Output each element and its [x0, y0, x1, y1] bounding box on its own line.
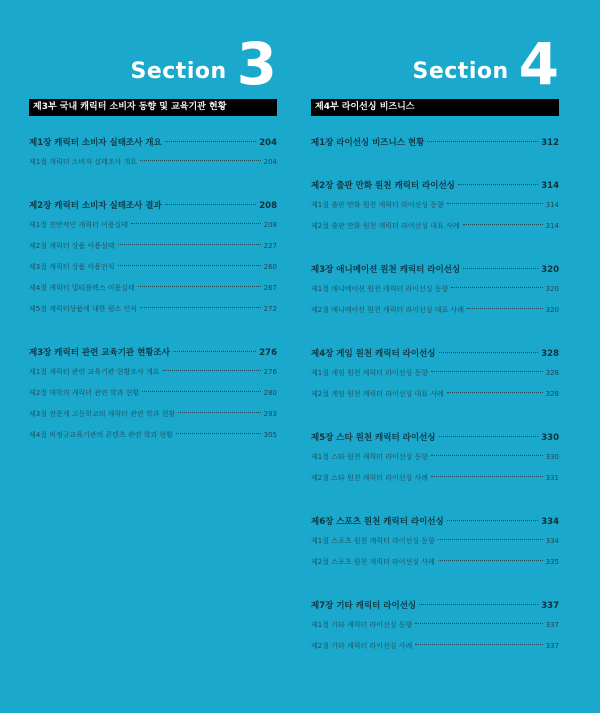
section-entry[interactable] — [311, 221, 559, 236]
section-title: 제3절 전문계 고등학교의 캐릭터 관련 학과 현황 — [29, 410, 176, 418]
dot-leader — [463, 268, 538, 269]
dot-leader — [447, 203, 543, 204]
chapter — [311, 179, 559, 236]
page-number: 267 — [263, 284, 277, 292]
section-entry[interactable] — [29, 241, 277, 256]
chapter-entry[interactable] — [29, 199, 277, 215]
dot-leader — [458, 184, 538, 185]
chapter — [29, 199, 277, 319]
page-number: 204 — [259, 138, 277, 148]
part-title-bar: 제3부 국내 캐릭터 소비자 동향 및 교육기관 현황 — [29, 99, 277, 116]
dot-leader — [438, 539, 543, 540]
dot-leader — [178, 412, 260, 413]
section-title: 제2절 기타 캐릭터 라이선싱 사례 — [311, 642, 413, 650]
dot-leader — [163, 370, 261, 371]
section-entry[interactable] — [311, 620, 559, 635]
dot-leader — [463, 224, 543, 225]
chapter — [29, 136, 277, 172]
section-entry[interactable] — [29, 367, 277, 382]
section-number: 3 — [236, 30, 277, 98]
chapter-entry[interactable] — [311, 179, 559, 195]
section-title: 제4절 캐릭터 멀티플렉스 이용실태 — [29, 284, 135, 292]
dot-leader — [447, 392, 543, 393]
section-entry[interactable] — [29, 304, 277, 319]
section-entry[interactable] — [311, 641, 559, 656]
chapter-entry[interactable] — [311, 263, 559, 279]
section-entry[interactable] — [311, 305, 559, 320]
chapter-title: 제5장 스타 원천 캐릭터 라이선싱 — [311, 433, 436, 443]
dot-leader — [431, 371, 543, 372]
page-number: 204 — [263, 158, 277, 166]
chapter — [311, 515, 559, 572]
chapter-title: 제1장 라이선싱 비즈니스 현황 — [311, 138, 425, 148]
dot-leader — [140, 160, 261, 161]
page-number: 276 — [259, 348, 277, 358]
page-number: 328 — [541, 349, 559, 359]
dot-leader — [415, 644, 542, 645]
page-number: 330 — [541, 433, 559, 443]
dot-leader — [439, 352, 539, 353]
chapter-entry[interactable] — [29, 136, 277, 152]
page-number: 293 — [263, 410, 277, 418]
section-entry[interactable] — [311, 200, 559, 215]
dot-leader — [118, 265, 261, 266]
chapter-title: 제6장 스포츠 원천 캐릭터 라이선싱 — [311, 517, 444, 527]
page-number: 335 — [545, 558, 559, 566]
section-title: 제3절 캐릭터 상품 이용인식 — [29, 263, 115, 271]
section-number: 4 — [518, 30, 559, 98]
dot-leader — [467, 308, 543, 309]
section-title: 제2절 게임 원천 캐릭터 라이선싱 대표 사례 — [311, 390, 444, 398]
chapter-entry[interactable] — [311, 347, 559, 363]
section-title: 제2절 캐릭터 상품 이용실태 — [29, 242, 115, 250]
page-number: 312 — [541, 138, 559, 148]
chapter-title: 제1장 캐릭터 소비자 실태조사 개요 — [29, 138, 162, 148]
page-number: 276 — [263, 368, 277, 376]
section-title: 제2절 스포츠 원천 캐릭터 라이선싱 사례 — [311, 558, 435, 566]
chapter-entry[interactable] — [311, 599, 559, 615]
dot-leader — [165, 141, 257, 142]
dot-leader — [140, 307, 261, 308]
dot-leader — [138, 286, 261, 287]
section-entry[interactable] — [29, 157, 277, 172]
section-entry[interactable] — [29, 220, 277, 235]
section-word: Section — [412, 59, 509, 84]
page-number: 314 — [545, 222, 559, 230]
chapter-list — [311, 136, 559, 683]
page-number: 314 — [545, 201, 559, 209]
page-number: 330 — [545, 453, 559, 461]
section-entry[interactable] — [29, 409, 277, 424]
dot-leader — [415, 623, 542, 624]
section-entry[interactable] — [29, 262, 277, 277]
dot-leader — [176, 433, 261, 434]
section-title: 제2절 출판 만화 원천 캐릭터 라이선싱 대표 사례 — [311, 222, 460, 230]
dot-leader — [431, 476, 543, 477]
section-heading — [130, 30, 278, 98]
section-word: Section — [130, 59, 227, 84]
page-number: 320 — [545, 285, 559, 293]
page-number: 227 — [263, 242, 277, 250]
page-number: 337 — [541, 601, 559, 611]
page-number: 320 — [541, 265, 559, 275]
page-number: 334 — [545, 537, 559, 545]
chapter-list — [29, 136, 277, 472]
section-entry[interactable] — [311, 557, 559, 572]
section-entry[interactable] — [311, 452, 559, 467]
dot-leader — [451, 287, 542, 288]
dot-leader — [165, 204, 257, 205]
chapter-entry[interactable] — [311, 515, 559, 531]
section-title: 제1절 기타 캐릭터 라이선싱 동향 — [311, 621, 413, 629]
page-number: 280 — [263, 389, 277, 397]
dot-leader — [131, 223, 261, 224]
page-number: 272 — [263, 305, 277, 313]
page-number: 328 — [545, 390, 559, 398]
section-entry[interactable] — [311, 389, 559, 404]
section-entry[interactable] — [29, 430, 277, 445]
section-title: 제2절 대학의 캐릭터 관련 학과 현황 — [29, 389, 140, 397]
dot-leader — [142, 391, 260, 392]
section-title: 제1절 전반적인 캐릭터 이용실태 — [29, 221, 129, 229]
section-title: 제1절 스포츠 원천 캐릭터 라이선싱 동향 — [311, 537, 435, 545]
page-number: 314 — [541, 181, 559, 191]
section-title: 제1절 게임 원천 캐릭터 라이선싱 동향 — [311, 369, 429, 377]
section-entry[interactable] — [29, 388, 277, 403]
chapter-entry[interactable] — [311, 431, 559, 447]
section-entry[interactable] — [311, 536, 559, 551]
section-title: 제1절 애니메이션 원천 캐릭터 라이선싱 동향 — [311, 285, 449, 293]
page-number: 334 — [541, 517, 559, 527]
page-number: 337 — [545, 621, 559, 629]
chapter-title: 제7장 기타 캐릭터 라이선싱 — [311, 601, 417, 611]
page-number: 305 — [263, 431, 277, 439]
chapter-entry[interactable] — [311, 136, 559, 152]
section-title: 제1절 캐릭터 소비자 실태조사 개요 — [29, 158, 138, 166]
chapter — [311, 599, 559, 656]
section-title: 제2절 애니메이션 원천 캐릭터 라이선싱 대표 사례 — [311, 306, 465, 314]
section-heading — [412, 30, 560, 98]
section-title: 제1절 출판 만화 원천 캐릭터 라이선싱 동향 — [311, 201, 444, 209]
section-title: 제1절 캐릭터 관련 교육기관 현황조사 개요 — [29, 368, 160, 376]
chapter — [311, 431, 559, 488]
dot-leader — [438, 560, 543, 561]
chapter-title: 제2장 출판 만화 원천 캐릭터 라이선싱 — [311, 181, 455, 191]
section-entry[interactable] — [311, 368, 559, 383]
dot-leader — [447, 520, 539, 521]
page-number: 260 — [263, 263, 277, 271]
chapter-title: 제3장 캐릭터 관련 교육기관 현황조사 — [29, 348, 170, 358]
dot-leader — [419, 604, 538, 605]
page-number: 331 — [545, 474, 559, 482]
section-title: 제2절 스타 원천 캐릭터 라이선싱 사례 — [311, 474, 429, 482]
section-title: 제1절 스타 원천 캐릭터 라이선싱 동향 — [311, 453, 429, 461]
chapter — [29, 346, 277, 445]
chapter — [311, 263, 559, 320]
part-title-bar: 제4부 라이선싱 비즈니스 — [311, 99, 559, 116]
section-entry[interactable] — [311, 473, 559, 488]
dot-leader — [427, 141, 538, 142]
chapter-title: 제3장 애니메이션 원천 캐릭터 라이선싱 — [311, 265, 461, 275]
page-number: 320 — [545, 306, 559, 314]
page-number: 337 — [545, 642, 559, 650]
chapter-title: 제2장 캐릭터 소비자 실태조사 결과 — [29, 201, 162, 211]
dot-leader — [173, 351, 256, 352]
chapter-title: 제4장 게임 원천 캐릭터 라이선싱 — [311, 349, 436, 359]
section-entry[interactable] — [29, 283, 277, 298]
section-entry[interactable] — [311, 284, 559, 299]
chapter-entry[interactable] — [29, 346, 277, 362]
page-number: 208 — [263, 221, 277, 229]
section-title: 제4절 비정규교육기관의 콘텐츠 관련 학과 현황 — [29, 431, 174, 439]
chapter — [311, 347, 559, 404]
page-number: 208 — [259, 201, 277, 211]
chapter — [311, 136, 559, 152]
page-number: 328 — [545, 369, 559, 377]
dot-leader — [431, 455, 543, 456]
dot-leader — [439, 436, 539, 437]
dot-leader — [118, 244, 261, 245]
section-title: 제5절 캐릭터상품에 대한 평소 인식 — [29, 305, 138, 313]
